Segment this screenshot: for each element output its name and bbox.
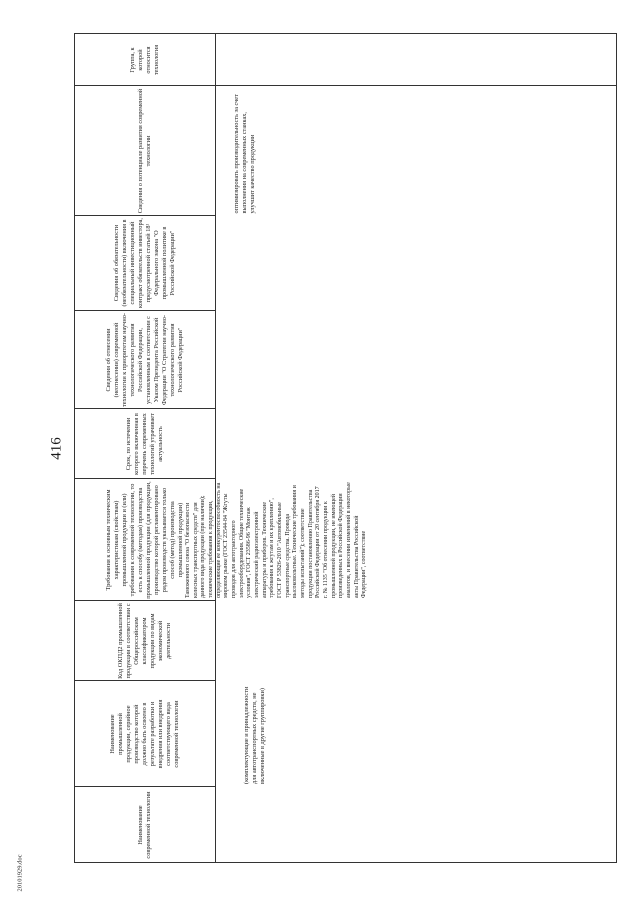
body-requirements: Таможенного союза "О безопасности колесных транспортных средств" для данного вида продукции (при наличии); технические требования к продукции, определяющие ее конкурентоспособность на мировом рынке (ГОСТ 23544-84 "Жгуты проводов для автотракторного электрооборудования. Общие технические условия", ГОСТ 23586-96 "Монтаж электрический радиоэлектронной аппаратуры и приборов. Технические требования к жгутам и их креплению", ГОСТ Р 53826-2010 "Автомобильные транспортные средства. Провода высоковольтные. Технические требования и методы испытаний"); соответствие продукции постановлению Правительства Российской Федерации от 20 сентября 2017 г. № 1135 "Об отнесении продукции к промышленной продукции, не имеющей произведенных в Российской Федерации аналогов, и внесении изменений в некоторые акты Правительства Российской Федерации", соответствие — [184, 481, 368, 598]
body-info: оптимизировать производительность за счет выполнения на современных станках, улучшит качество продукции — [232, 93, 256, 213]
file-name: 20101929.doc — [16, 854, 24, 892]
header-product: Наименование промышленной продукции, серийное производство которой должно быть освоено в результате разработки и внедрения или внедрения соответствующего вида современной технологии — [108, 699, 181, 768]
header-okpd2: Код ОКПД2 промышленной продукции в соответствии с Общероссийским классификатором продукции по видам экономической деятельности — [116, 602, 173, 679]
body-product: (комплектующие и принадлежности для автотранспортных средств, не включенные в другие группировки) — [242, 686, 266, 784]
header-priority: Сведения об отнесении (неотнесении) современной технологии к приоритетам научно-технологического развития Российской Федерации, установленным в соответствии с Указом Президента Российской Федерации "О Стратегии научно-технологического развития Российской Федерации" — [104, 312, 185, 407]
page-number: 416 — [48, 437, 65, 460]
header-term: Срок, по истечении которого включенная в перечень современных технологий утрачивает актуальность — [124, 412, 165, 475]
header-group: Группа, к которой относится технология — [128, 44, 161, 75]
header-info: Сведения о потенциале развития современной технологии — [136, 88, 152, 213]
header-name: Наименование современной технологии — [136, 790, 152, 859]
header-requirements: Требования к основным техническим характеристикам (свойствам) промышленной продукции и (или) требования к современной технологии, то есть к способу (методам) производства промышленной продукции (для продукции, производство которой регламентировано рядом производств указывается только способ (метод) производства промышленной продукции) — [104, 480, 185, 599]
header-obligation: Сведения об обязательности (необязательности) включения в специальный инвестиционный контракт обязательств инвестора, предусмотренной статьей 18¹ Федерального закона "О промышленной политике в Российской Федерации" — [112, 218, 177, 308]
